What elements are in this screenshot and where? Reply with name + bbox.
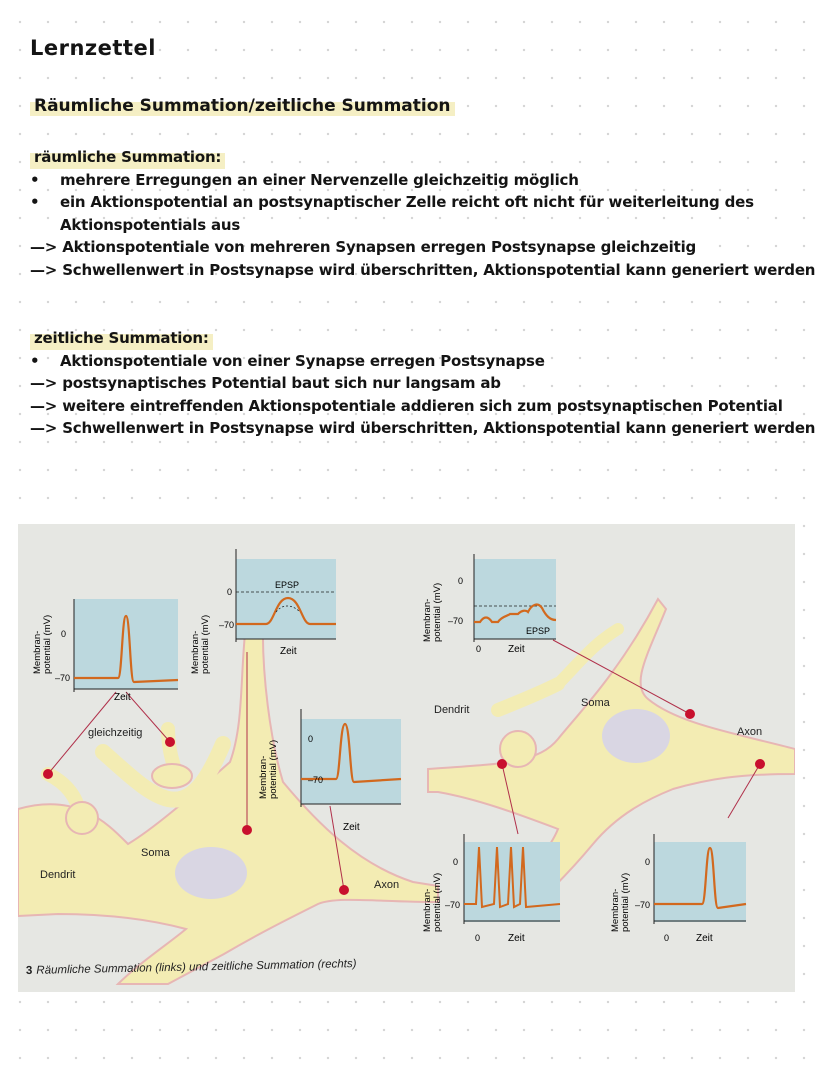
svg-text:0: 0 [664,933,670,943]
left-dendrit-label: Dendrit [40,869,76,881]
right-marker [755,759,765,769]
arrow-line: —> postsynaptisches Potential baut sich nur langsam ab [30,374,501,392]
figure-caption: 3 Räumliche Summation (links) und zeitliche Summation (rechts) [25,958,357,977]
svg-text:0: 0 [60,629,66,639]
right-dendrit-label: Dendrit [434,704,470,716]
svg-text:potential (mV): potential (mV) [432,872,443,932]
svg-text:0: 0 [476,644,482,654]
svg-text:–70: –70 [218,620,234,630]
left-synapse-bulb-1 [66,802,98,834]
svg-text:0: 0 [475,933,481,943]
graph-temporal-input-aps [422,834,560,944]
left-marker [242,825,252,835]
left-nucleus [175,847,247,899]
right-marker [497,759,507,769]
section-heading: zeitliche Summation: [30,327,213,350]
left-soma-label: Soma [141,847,170,859]
svg-text:Zeit: Zeit [343,822,360,833]
left-axon-label: Axon [374,879,400,891]
svg-text:–70: –70 [308,775,324,785]
svg-text:Zeit: Zeit [114,692,131,703]
svg-text:–70: –70 [444,900,460,910]
page-subtitle [30,96,455,116]
page-title: Lernzettel [30,36,156,60]
subtitle-text: Räumliche Summation/zeitliche Summation [30,96,455,116]
arrow-line: —> Schwellenwert in Postsynapse wird überschritten, Aktionspotential kann generiert werden [30,419,816,437]
svg-text:EPSP: EPSP [526,626,551,636]
figure-photo [18,524,795,992]
svg-text:0: 0 [644,857,650,867]
svg-text:Membran-: Membran- [258,755,269,799]
bullet-line: • mehrere Erregungen an einer Nervenzelle gleichzeitig möglich [30,169,820,192]
right-soma-label: Soma [581,697,610,709]
arrow-line: —> Schwellenwert in Postsynapse wird überschritten, Aktionspotential kann generiert werden [30,260,816,279]
svg-text:potential (mV): potential (mV) [200,614,211,674]
svg-text:Zeit: Zeit [508,644,525,655]
svg-text:Zeit: Zeit [280,646,297,657]
svg-text:0: 0 [308,734,314,744]
graph-spatial-input-ap [32,599,178,703]
svg-text:–70: –70 [54,673,70,683]
bullet-line: • ein Aktionspotential an postsynaptischer Zelle reicht oft nicht für weiterleitung des Aktionspotentials aus [30,191,820,236]
section-heading: räumliche Summation: [30,146,225,169]
gleichzeitig-label: gleichzeitig [88,727,143,739]
svg-text:potential (mV): potential (mV) [432,582,443,642]
svg-text:0: 0 [226,587,232,597]
left-marker [43,769,53,779]
svg-text:0: 0 [458,576,464,586]
graph-temporal-output-ap [610,834,746,944]
svg-text:–70: –70 [448,616,464,626]
svg-text:Membran-: Membran- [610,888,621,932]
svg-text:EPSP: EPSP [275,580,300,590]
svg-text:potential (mV): potential (mV) [42,614,53,674]
arrow-line: —> Aktionspotentiale von mehreren Synapsen erregen Postsynapse gleichzeitig [30,238,697,256]
svg-text:Zeit: Zeit [508,933,525,944]
svg-text:Zeit: Zeit [696,933,713,944]
section-zeitliche-summation [30,327,820,440]
svg-text:potential (mV): potential (mV) [620,872,631,932]
svg-text:Membran-: Membran- [190,630,201,674]
svg-text:Membran-: Membran- [32,630,43,674]
right-marker [685,709,695,719]
svg-text:potential (mV): potential (mV) [268,739,279,799]
svg-text:0: 0 [452,857,458,867]
svg-text:Membran-: Membran- [422,888,433,932]
bullet-line: • Aktionspotentiale von einer Synapse erregen Postsynapse [30,350,820,373]
svg-text:–70: –70 [634,900,650,910]
left-marker [339,885,349,895]
left-marker [165,737,175,747]
arrow-line: —> weitere eintreffenden Aktionspotentiale addieren sich zum postsynaptischen Potential [30,396,783,415]
right-axon-label: Axon [737,726,763,738]
graph-temporal-epsp [422,554,556,655]
left-synapse-bulb-2 [152,764,192,788]
right-dendrite [498,684,558,710]
figure-diagram [18,524,795,992]
right-nucleus [602,709,670,763]
svg-text:Membran-: Membran- [422,598,433,642]
section-raeumliche-summation [30,146,820,281]
